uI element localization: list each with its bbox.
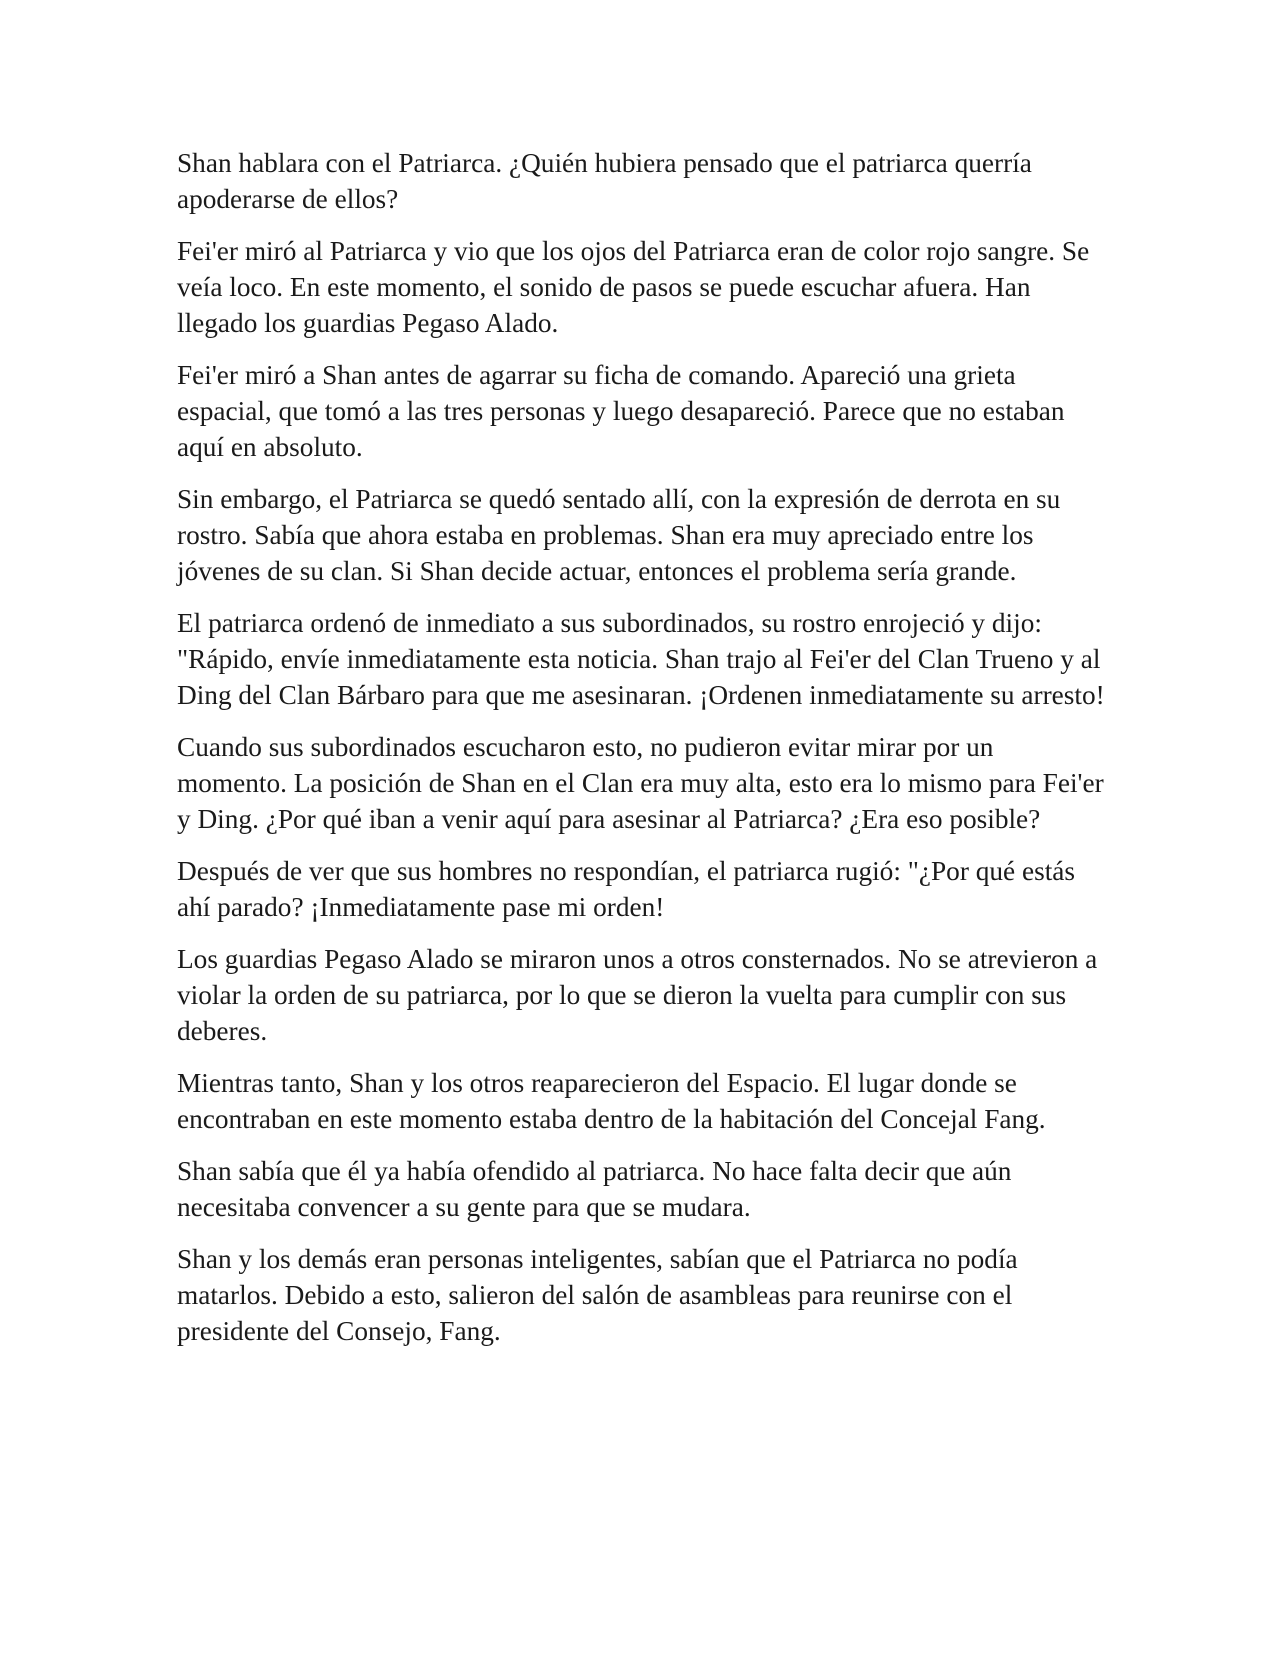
document-body: [177, 145, 1107, 1365]
paragraph-2: Fei'er miró al Patriarca y vio que los ojos del Patriarca eran de color rojo sangre. Se veía loco. En este momento, el sonido de pasos se puede escuchar afuera. Han llegado los guardias Pegaso Alado.: [177, 236, 1090, 338]
paragraph-9: Mientras tanto, Shan y los otros reaparecieron del Espacio. El lugar donde se encontraban en este momento estaba dentro de la habitación del Concejal Fang.: [177, 1068, 1046, 1134]
paragraph-8: Los guardias Pegaso Alado se miraron unos a otros consternados. No se atrevieron a violar la orden de su patriarca, por lo que se dieron la vuelta para cumplir con sus deberes.: [177, 944, 1098, 1046]
paragraph-6: Cuando sus subordinados escucharon esto, no pudieron evitar mirar por un momento. La posición de Shan en el Clan era muy alta, esto era lo mismo para Fei'er y Ding. ¿Por qué iban a venir aquí para asesinar al Patriarca? ¿Era eso posible?: [177, 732, 1104, 834]
paragraph-11: Shan y los demás eran personas inteligentes, sabían que el Patriarca no podía matarlos. Debido a esto, salieron del salón de asambleas para reunirse con el presidente del Consejo, Fang.: [177, 1244, 1018, 1346]
paragraph-5: El patriarca ordenó de inmediato a sus subordinados, su rostro enrojeció y dijo: "Rápido, envíe inmediatamente esta noticia. Shan trajo al Fei'er del Clan Trueno y al Ding del Clan Bárbaro para que me asesinaran. ¡Ordenen inmediatamente su arresto!: [177, 608, 1105, 710]
paragraph-3: Fei'er miró a Shan antes de agarrar su ficha de comando. Apareció una grieta espacial, que tomó a las tres personas y luego desapareció. Parece que no estaban aquí en absoluto.: [177, 360, 1065, 462]
paragraph-7: Después de ver que sus hombres no respondían, el patriarca rugió: "¿Por qué estás ahí parado? ¡Inmediatamente pase mi orden!: [177, 856, 1076, 922]
paragraph-1: Shan hablara con el Patriarca. ¿Quién hubiera pensado que el patriarca querría apoderarse de ellos?: [177, 148, 1032, 214]
paragraph-4: Sin embargo, el Patriarca se quedó sentado allí, con la expresión de derrota en su rostro. Sabía que ahora estaba en problemas. Shan era muy apreciado entre los jóvenes de su clan. Si Shan decide actuar, entonces el problema sería grande.: [177, 484, 1061, 586]
paragraph-10: Shan sabía que él ya había ofendido al patriarca. No hace falta decir que aún necesitaba convencer a su gente para que se mudara.: [177, 1156, 1012, 1222]
